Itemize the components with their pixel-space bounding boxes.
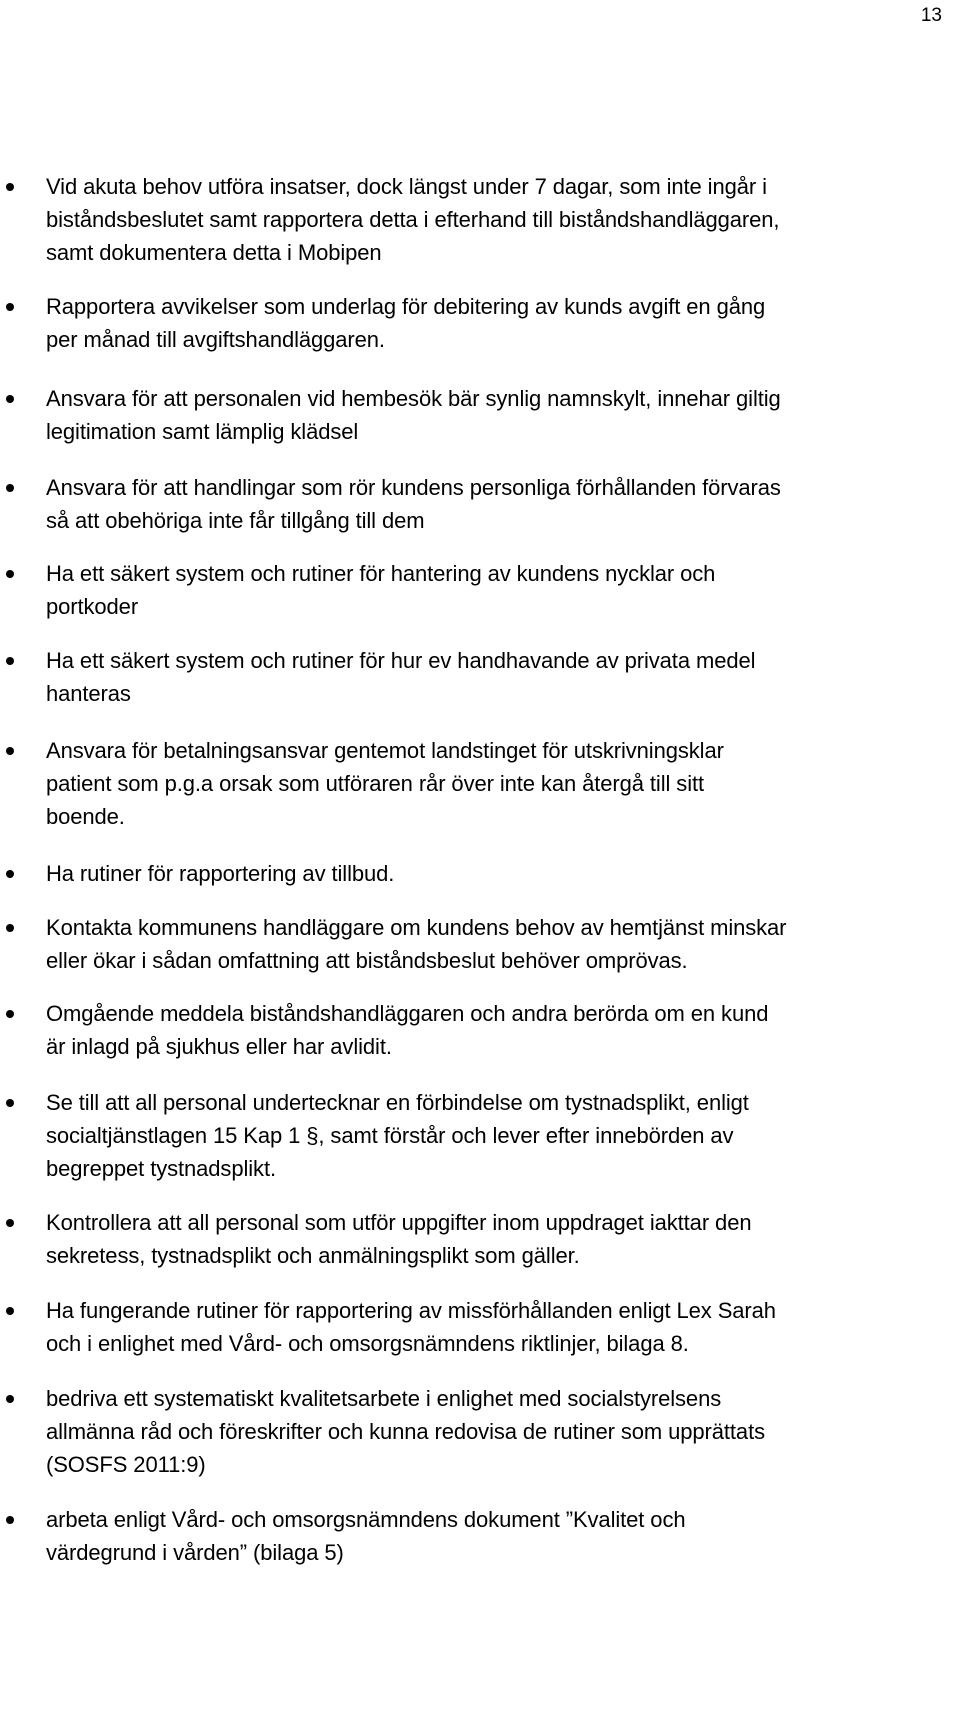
list-item-text: Kontakta kommunens handläggare om kundens behov av hemtjänst minskar eller ökar i sådan omfattning att biståndsbeslut behöver omprövas. <box>46 915 787 973</box>
list-item-text: Ha ett säkert system och rutiner för hantering av kundens nycklar och portkoder <box>46 561 716 619</box>
list-item-text: Ha rutiner för rapportering av tillbud. <box>46 861 395 886</box>
bullet-icon <box>6 1516 14 1524</box>
list-item-text: Ansvara för betalningsansvar gentemot landstinget för utskrivningsklar patient som p.g.a orsak som utföraren rår över inte kan återgå till sitt boende. <box>46 738 724 829</box>
bullet-icon <box>6 1219 14 1227</box>
bullet-icon <box>6 395 14 403</box>
list-item-text: Rapportera avvikelser som underlag för debitering av kunds avgift en gång per månad till avgiftshandläggaren. <box>46 294 766 352</box>
list-item-text: Ha ett säkert system och rutiner för hur ev handhavande av privata medel hanteras <box>46 648 756 706</box>
page-number: 13 <box>920 5 942 26</box>
bullet-icon <box>6 183 14 191</box>
bullet-icon <box>6 924 14 932</box>
list-item-text: Se till att all personal undertecknar en förbindelse om tystnadsplikt, enligt socialtjänstlagen 15 Kap 1 §, samt förstår och lever efter innebörden av begreppet tystnadsplikt. <box>46 1090 749 1181</box>
bullet-icon <box>6 657 14 665</box>
bullet-icon <box>6 1307 14 1315</box>
list-item-text: Omgående meddela biståndshandläggaren och andra berörda om en kund är inlagd på sjukhus eller har avlidit. <box>46 1001 769 1059</box>
list-item-text: Vid akuta behov utföra insatser, dock längst under 7 dagar, som inte ingår i biståndsbeslutet samt rapportera detta i efterhand till biståndshandläggaren, samt dokumentera detta i Mobipen <box>46 174 780 265</box>
bullet-icon <box>6 1099 14 1107</box>
list-item-text: Kontrollera att all personal som utför uppgifter inom uppdraget iakttar den sekretess, tystnadsplikt och anmälningsplikt som gäller. <box>46 1210 752 1268</box>
bullet-icon <box>6 1010 14 1018</box>
list-item-text: Ha fungerande rutiner för rapportering av missförhållanden enligt Lex Sarah och i enlighet med Vård- och omsorgsnämndens riktlinjer, bilaga 8. <box>46 1298 776 1356</box>
bullet-icon <box>6 570 14 578</box>
bullet-icon <box>6 870 14 878</box>
list-item-text: arbeta enligt Vård- och omsorgsnämndens dokument ”Kvalitet och värdegrund i vården” (bilaga 5) <box>46 1507 686 1565</box>
bullet-icon <box>6 484 14 492</box>
list-item-text: Ansvara för att personalen vid hembesök bär synlig namnskylt, innehar giltig legitimation samt lämplig klädsel <box>46 386 781 444</box>
bullet-icon <box>6 747 14 755</box>
bullet-icon <box>6 303 14 311</box>
bullet-icon <box>6 1395 14 1403</box>
list-item-text: Ansvara för att handlingar som rör kundens personliga förhållanden förvaras så att obehöriga inte får tillgång till dem <box>46 475 781 533</box>
list-item-text: bedriva ett systematiskt kvalitetsarbete i enlighet med socialstyrelsens allmänna råd och föreskrifter och kunna redovisa de rutiner som upprättats (SOSFS 2011:9) <box>46 1386 765 1477</box>
